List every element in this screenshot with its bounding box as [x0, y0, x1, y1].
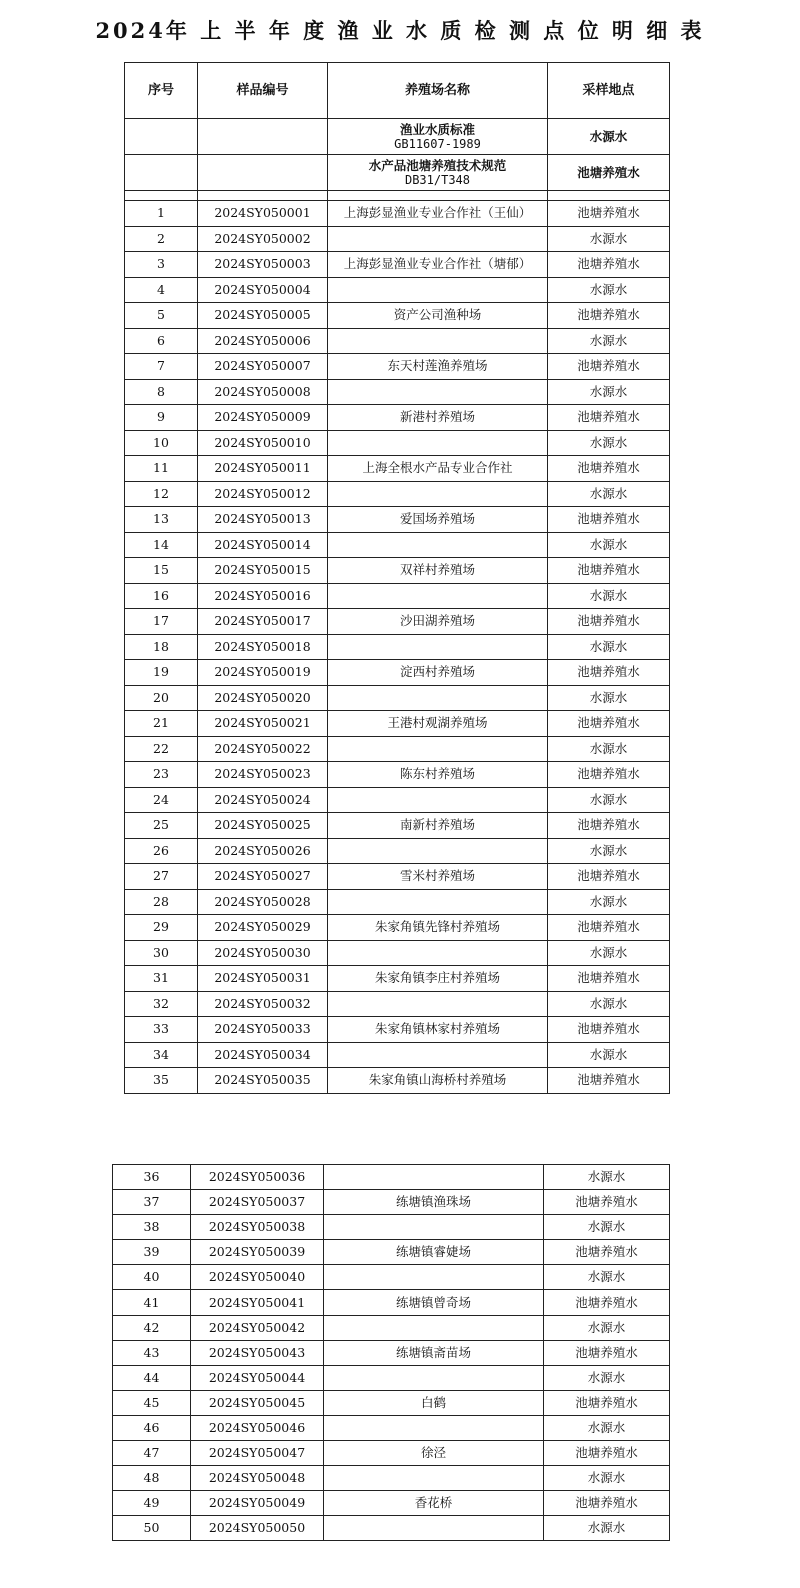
- row-farm-name: 雪米村养殖场: [328, 864, 548, 890]
- row-sampling-location: 池塘养殖水: [544, 1340, 670, 1365]
- row-serial: 34: [125, 1042, 198, 1068]
- row-sample-id: 2024SY050028: [198, 889, 328, 915]
- row-serial: 24: [125, 787, 198, 813]
- row-sample-id: 2024SY050050: [191, 1516, 324, 1541]
- table-row: [125, 634, 670, 660]
- table-row: [125, 328, 670, 354]
- row-sample-id: 2024SY050027: [198, 864, 328, 890]
- row-sampling-location: 水源水: [548, 991, 670, 1017]
- standard-sample-id: [198, 119, 328, 155]
- row-sampling-location: 池塘养殖水: [544, 1190, 670, 1215]
- row-sampling-location: 池塘养殖水: [548, 966, 670, 992]
- row-farm-name: 香花桥: [324, 1491, 544, 1516]
- sampling-table-page-1: [124, 62, 670, 1094]
- table-row: [125, 762, 670, 788]
- row-sample-id: 2024SY050017: [198, 609, 328, 635]
- row-serial: 15: [125, 558, 198, 584]
- row-serial: 33: [125, 1017, 198, 1043]
- row-farm-name: [328, 685, 548, 711]
- row-farm-name: [324, 1516, 544, 1541]
- row-farm-name: [328, 787, 548, 813]
- row-farm-name: 沙田湖养殖场: [328, 609, 548, 635]
- standard-location: 池塘养殖水: [548, 155, 670, 191]
- row-sample-id: 2024SY050004: [198, 277, 328, 303]
- row-sample-id: 2024SY050038: [191, 1215, 324, 1240]
- row-serial: 6: [125, 328, 198, 354]
- row-farm-name: [328, 889, 548, 915]
- table-row: [125, 303, 670, 329]
- header-serial: 序号: [125, 63, 198, 119]
- table-row: [125, 1068, 670, 1094]
- row-farm-name: [328, 532, 548, 558]
- row-sampling-location: 池塘养殖水: [544, 1290, 670, 1315]
- row-sample-id: 2024SY050034: [198, 1042, 328, 1068]
- table-row: [125, 201, 670, 227]
- row-serial: 25: [125, 813, 198, 839]
- row-sample-id: 2024SY050008: [198, 379, 328, 405]
- row-serial: 17: [125, 609, 198, 635]
- row-sampling-location: 水源水: [548, 634, 670, 660]
- row-sampling-location: 水源水: [548, 736, 670, 762]
- sampling-table-page-2: [112, 1164, 670, 1541]
- row-serial: 11: [125, 456, 198, 482]
- row-sampling-location: 池塘养殖水: [548, 507, 670, 533]
- row-farm-name: [328, 226, 548, 252]
- row-sample-id: 2024SY050019: [198, 660, 328, 686]
- standard-name: [328, 155, 548, 191]
- row-farm-name: [328, 991, 548, 1017]
- row-serial: 1: [125, 201, 198, 227]
- row-sample-id: 2024SY050022: [198, 736, 328, 762]
- row-farm-name: 东天村莲渔养殖场: [328, 354, 548, 380]
- spacer-cell: [125, 191, 198, 201]
- row-sample-id: 2024SY050001: [198, 201, 328, 227]
- row-serial: 5: [125, 303, 198, 329]
- row-sample-id: 2024SY050033: [198, 1017, 328, 1043]
- row-serial: 12: [125, 481, 198, 507]
- row-serial: 27: [125, 864, 198, 890]
- table-row: [125, 838, 670, 864]
- row-sampling-location: 池塘养殖水: [548, 762, 670, 788]
- table-row: [125, 813, 670, 839]
- row-serial: 23: [125, 762, 198, 788]
- row-farm-name: 白鹤: [324, 1390, 544, 1415]
- row-farm-name: 爱国场养殖场: [328, 507, 548, 533]
- row-sampling-location: 池塘养殖水: [544, 1491, 670, 1516]
- row-serial: 31: [125, 966, 198, 992]
- row-serial: 29: [125, 915, 198, 941]
- row-serial: 8: [125, 379, 198, 405]
- table-row: [113, 1491, 670, 1516]
- table-row: [125, 787, 670, 813]
- row-sampling-location: 水源水: [544, 1415, 670, 1440]
- row-sampling-location: 水源水: [548, 685, 670, 711]
- row-sample-id: 2024SY050041: [191, 1290, 324, 1315]
- table-header-row: [125, 63, 670, 119]
- table-row: [125, 430, 670, 456]
- row-farm-name: [328, 736, 548, 762]
- row-sampling-location: 池塘养殖水: [548, 864, 670, 890]
- standard-location: 水源水: [548, 119, 670, 155]
- row-serial: 36: [113, 1165, 191, 1190]
- row-farm-name: [328, 1042, 548, 1068]
- row-sample-id: 2024SY050037: [191, 1190, 324, 1215]
- row-serial: 32: [125, 991, 198, 1017]
- row-sampling-location: 水源水: [544, 1466, 670, 1491]
- row-sampling-location: 池塘养殖水: [548, 201, 670, 227]
- row-sampling-location: 池塘养殖水: [544, 1390, 670, 1415]
- row-serial: 50: [113, 1516, 191, 1541]
- table-row: [125, 711, 670, 737]
- row-serial: 26: [125, 838, 198, 864]
- table-row: [125, 507, 670, 533]
- table-row: [125, 558, 670, 584]
- row-sample-id: 2024SY050005: [198, 303, 328, 329]
- table-row: [125, 481, 670, 507]
- row-sample-id: 2024SY050011: [198, 456, 328, 482]
- table-row: [125, 1042, 670, 1068]
- row-sampling-location: 池塘养殖水: [548, 660, 670, 686]
- row-farm-name: 朱家角镇李庄村养殖场: [328, 966, 548, 992]
- row-sample-id: 2024SY050014: [198, 532, 328, 558]
- row-sample-id: 2024SY050046: [191, 1415, 324, 1440]
- table-row: [113, 1441, 670, 1466]
- standard-code: DB31/T348: [404, 172, 471, 187]
- row-sampling-location: 水源水: [548, 226, 670, 252]
- row-farm-name: 资产公司渔种场: [328, 303, 548, 329]
- row-serial: 30: [125, 940, 198, 966]
- row-sample-id: 2024SY050045: [191, 1390, 324, 1415]
- row-sampling-location: 池塘养殖水: [548, 405, 670, 431]
- row-serial: 35: [125, 1068, 198, 1094]
- row-sample-id: 2024SY050031: [198, 966, 328, 992]
- row-farm-name: 朱家角镇山海桥村养殖场: [328, 1068, 548, 1094]
- row-sample-id: 2024SY050030: [198, 940, 328, 966]
- standard-title: 水产品池塘养殖技术规范: [368, 157, 507, 173]
- row-farm-name: [328, 481, 548, 507]
- row-sampling-location: 池塘养殖水: [548, 1017, 670, 1043]
- row-sampling-location: 池塘养殖水: [548, 813, 670, 839]
- table-row: [125, 379, 670, 405]
- row-farm-name: [328, 430, 548, 456]
- row-farm-name: 练塘镇渔珠场: [324, 1190, 544, 1215]
- row-sampling-location: 水源水: [544, 1365, 670, 1390]
- row-serial: 20: [125, 685, 198, 711]
- row-sample-id: 2024SY050021: [198, 711, 328, 737]
- row-farm-name: [324, 1265, 544, 1290]
- row-farm-name: [328, 379, 548, 405]
- row-sample-id: 2024SY050044: [191, 1365, 324, 1390]
- standard-serial: [125, 155, 198, 191]
- row-sample-id: 2024SY050026: [198, 838, 328, 864]
- row-sampling-location: 水源水: [544, 1165, 670, 1190]
- spacer-cell: [198, 191, 328, 201]
- row-serial: 2: [125, 226, 198, 252]
- row-farm-name: 双祥村养殖场: [328, 558, 548, 584]
- row-sampling-location: 水源水: [548, 1042, 670, 1068]
- row-sampling-location: 水源水: [548, 583, 670, 609]
- row-sample-id: 2024SY050009: [198, 405, 328, 431]
- header-farm-name: 养殖场名称: [328, 63, 548, 119]
- table-row: [113, 1415, 670, 1440]
- row-serial: 39: [113, 1240, 191, 1265]
- spacer-cell: [328, 191, 548, 201]
- row-sample-id: 2024SY050018: [198, 634, 328, 660]
- row-sample-id: 2024SY050043: [191, 1340, 324, 1365]
- row-farm-name: [324, 1415, 544, 1440]
- table-row: [125, 940, 670, 966]
- row-serial: 40: [113, 1265, 191, 1290]
- table-row: [125, 609, 670, 635]
- row-sampling-location: 水源水: [548, 379, 670, 405]
- table-row: [113, 1190, 670, 1215]
- row-sample-id: 2024SY050024: [198, 787, 328, 813]
- row-serial: 22: [125, 736, 198, 762]
- row-sampling-location: 池塘养殖水: [548, 354, 670, 380]
- row-farm-name: 南新村养殖场: [328, 813, 548, 839]
- row-serial: 49: [113, 1491, 191, 1516]
- row-sampling-location: 水源水: [548, 787, 670, 813]
- row-serial: 7: [125, 354, 198, 380]
- row-sampling-location: 水源水: [548, 889, 670, 915]
- table-row: [125, 915, 670, 941]
- row-sample-id: 2024SY050035: [198, 1068, 328, 1094]
- row-serial: 13: [125, 507, 198, 533]
- row-sampling-location: 水源水: [548, 940, 670, 966]
- row-sample-id: 2024SY050040: [191, 1265, 324, 1290]
- row-serial: 28: [125, 889, 198, 915]
- standard-serial: [125, 119, 198, 155]
- row-sample-id: 2024SY050012: [198, 481, 328, 507]
- row-farm-name: [328, 634, 548, 660]
- row-sampling-location: 水源水: [548, 430, 670, 456]
- table-row: [113, 1340, 670, 1365]
- table-row: [113, 1390, 670, 1415]
- table-row: [125, 660, 670, 686]
- row-sampling-location: 池塘养殖水: [548, 609, 670, 635]
- table-row: [125, 736, 670, 762]
- row-sampling-location: 池塘养殖水: [548, 1068, 670, 1094]
- row-farm-name: [324, 1215, 544, 1240]
- row-sampling-location: 水源水: [544, 1516, 670, 1541]
- row-serial: 46: [113, 1415, 191, 1440]
- table-row: [113, 1215, 670, 1240]
- spacer-cell: [548, 191, 670, 201]
- row-serial: 42: [113, 1315, 191, 1340]
- row-serial: 21: [125, 711, 198, 737]
- table-row: [125, 226, 670, 252]
- row-farm-name: 练塘镇睿婕场: [324, 1240, 544, 1265]
- row-serial: 44: [113, 1365, 191, 1390]
- row-sampling-location: 水源水: [544, 1215, 670, 1240]
- row-farm-name: 上海彭显渔业专业合作社（王仙）: [328, 201, 548, 227]
- row-farm-name: [328, 940, 548, 966]
- table-row: [125, 966, 670, 992]
- table-row: [113, 1265, 670, 1290]
- row-sample-id: 2024SY050049: [191, 1491, 324, 1516]
- standard-row: [125, 119, 670, 155]
- row-serial: 14: [125, 532, 198, 558]
- row-serial: 3: [125, 252, 198, 278]
- table-row: [125, 405, 670, 431]
- row-sample-id: 2024SY050003: [198, 252, 328, 278]
- row-sample-id: 2024SY050048: [191, 1466, 324, 1491]
- row-serial: 4: [125, 277, 198, 303]
- row-sample-id: 2024SY050010: [198, 430, 328, 456]
- table-row: [125, 252, 670, 278]
- row-serial: 10: [125, 430, 198, 456]
- row-sampling-location: 水源水: [548, 481, 670, 507]
- row-farm-name: [328, 583, 548, 609]
- table-row: [125, 583, 670, 609]
- table-row: [125, 277, 670, 303]
- row-farm-name: 王港村观湖养殖场: [328, 711, 548, 737]
- table-row: [113, 1516, 670, 1541]
- row-sampling-location: 池塘养殖水: [548, 558, 670, 584]
- row-serial: 41: [113, 1290, 191, 1315]
- row-sampling-location: 池塘养殖水: [548, 915, 670, 941]
- row-sample-id: 2024SY050006: [198, 328, 328, 354]
- table-row: [113, 1165, 670, 1190]
- table-row: [125, 1017, 670, 1043]
- row-farm-name: 淀西村养殖场: [328, 660, 548, 686]
- row-farm-name: [324, 1165, 544, 1190]
- row-sample-id: 2024SY050025: [198, 813, 328, 839]
- row-farm-name: [324, 1466, 544, 1491]
- row-farm-name: 练塘镇斋苗场: [324, 1340, 544, 1365]
- row-sampling-location: 水源水: [548, 277, 670, 303]
- row-sampling-location: 水源水: [548, 532, 670, 558]
- row-serial: 43: [113, 1340, 191, 1365]
- row-farm-name: 朱家角镇先锋村养殖场: [328, 915, 548, 941]
- row-sample-id: 2024SY050039: [191, 1240, 324, 1265]
- table-row: [113, 1240, 670, 1265]
- row-serial: 47: [113, 1441, 191, 1466]
- standard-row: [125, 155, 670, 191]
- row-farm-name: 陈东村养殖场: [328, 762, 548, 788]
- row-farm-name: [324, 1315, 544, 1340]
- row-sample-id: 2024SY050023: [198, 762, 328, 788]
- standard-sample-id: [198, 155, 328, 191]
- table-row: [125, 456, 670, 482]
- row-sampling-location: 池塘养殖水: [544, 1441, 670, 1466]
- row-farm-name: 朱家角镇林家村养殖场: [328, 1017, 548, 1043]
- row-serial: 16: [125, 583, 198, 609]
- row-farm-name: [324, 1365, 544, 1390]
- row-serial: 18: [125, 634, 198, 660]
- row-sample-id: 2024SY050032: [198, 991, 328, 1017]
- table-row: [125, 991, 670, 1017]
- row-sample-id: 2024SY050047: [191, 1441, 324, 1466]
- header-sampling-location: 采样地点: [548, 63, 670, 119]
- row-farm-name: [328, 277, 548, 303]
- row-serial: 45: [113, 1390, 191, 1415]
- row-sampling-location: 池塘养殖水: [544, 1240, 670, 1265]
- row-farm-name: 徐泾: [324, 1441, 544, 1466]
- row-sampling-location: 池塘养殖水: [548, 252, 670, 278]
- row-sampling-location: 水源水: [544, 1265, 670, 1290]
- row-sample-id: 2024SY050029: [198, 915, 328, 941]
- table-row: [125, 354, 670, 380]
- table-row: [113, 1466, 670, 1491]
- row-serial: 19: [125, 660, 198, 686]
- row-sampling-location: 池塘养殖水: [548, 711, 670, 737]
- row-serial: 37: [113, 1190, 191, 1215]
- row-sampling-location: 池塘养殖水: [548, 456, 670, 482]
- table-row: [113, 1315, 670, 1340]
- row-farm-name: 练塘镇曾奇场: [324, 1290, 544, 1315]
- spacer-row: [125, 191, 670, 201]
- row-serial: 38: [113, 1215, 191, 1240]
- table-row: [125, 889, 670, 915]
- row-farm-name: 上海彭显渔业专业合作社（塘郁）: [328, 252, 548, 278]
- row-sampling-location: 水源水: [548, 838, 670, 864]
- table-row: [125, 864, 670, 890]
- document-title: 2024年 上 半 年 度 渔 业 水 质 检 测 点 位 明 细 表: [95, 18, 705, 43]
- row-sampling-location: 水源水: [548, 328, 670, 354]
- row-farm-name: 上海全根水产品专业合作社: [328, 456, 548, 482]
- row-sample-id: 2024SY050036: [191, 1165, 324, 1190]
- row-sampling-location: 池塘养殖水: [548, 303, 670, 329]
- standard-name: [328, 119, 548, 155]
- row-sample-id: 2024SY050016: [198, 583, 328, 609]
- row-sample-id: 2024SY050007: [198, 354, 328, 380]
- row-sample-id: 2024SY050013: [198, 507, 328, 533]
- table-row: [125, 685, 670, 711]
- header-sample-id: 样品编号: [198, 63, 328, 119]
- row-sample-id: 2024SY050042: [191, 1315, 324, 1340]
- row-sampling-location: 水源水: [544, 1315, 670, 1340]
- table-row: [113, 1365, 670, 1390]
- table-row: [125, 532, 670, 558]
- row-sample-id: 2024SY050015: [198, 558, 328, 584]
- row-farm-name: [328, 328, 548, 354]
- table-row: [113, 1290, 670, 1315]
- row-serial: 9: [125, 405, 198, 431]
- row-sample-id: 2024SY050020: [198, 685, 328, 711]
- standard-title: 渔业水质标准: [399, 121, 475, 137]
- row-serial: 48: [113, 1466, 191, 1491]
- standard-code: GB11607-1989: [394, 136, 481, 151]
- row-farm-name: [328, 838, 548, 864]
- row-sample-id: 2024SY050002: [198, 226, 328, 252]
- row-farm-name: 新港村养殖场: [328, 405, 548, 431]
